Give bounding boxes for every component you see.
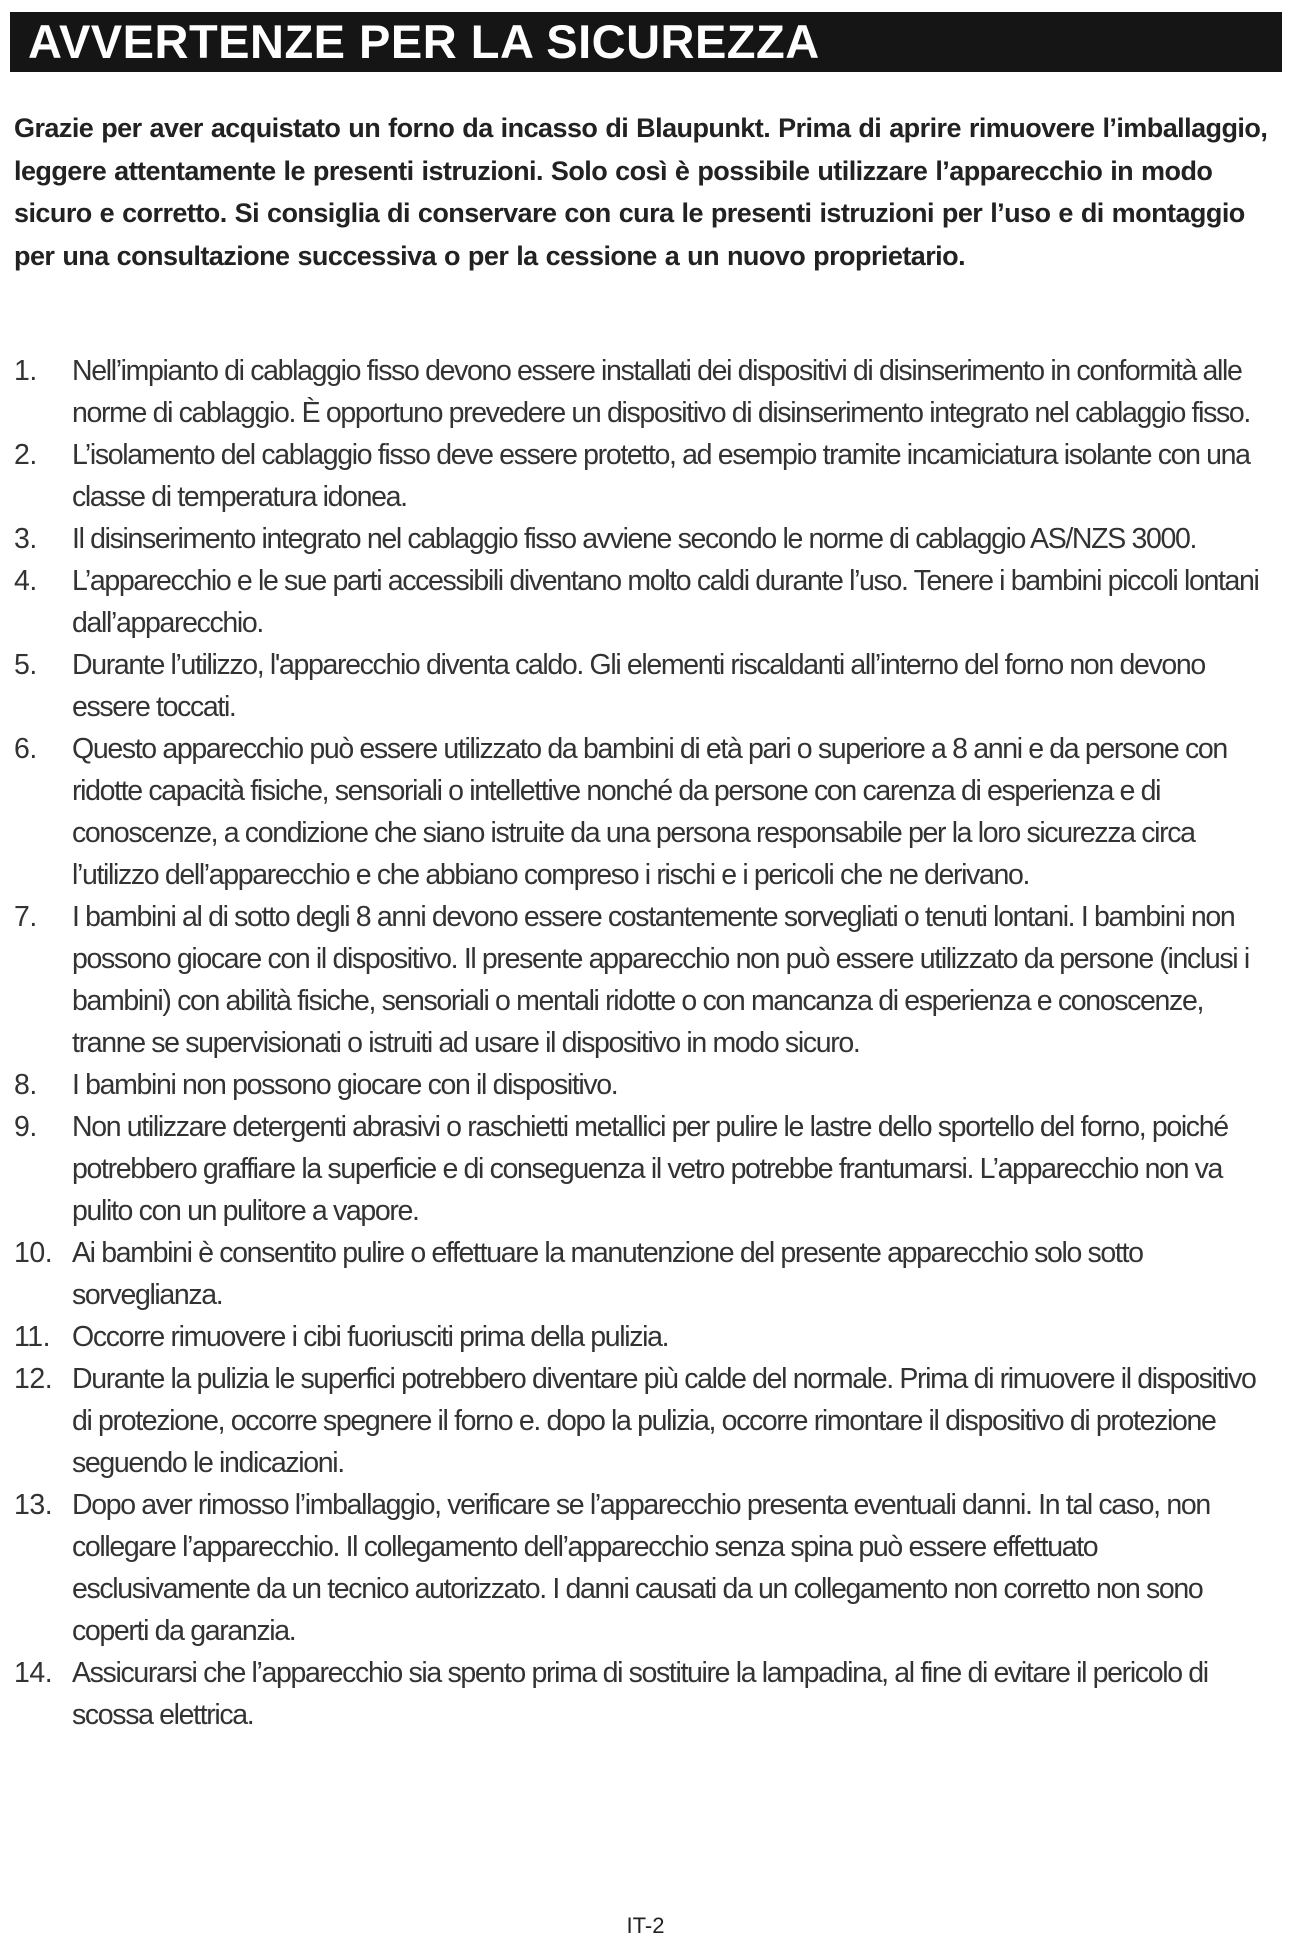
warning-number: 9. bbox=[14, 1111, 37, 1143]
warning-text: Nell’impianto di cablaggio fisso devono essere installati dei dispositivi di disinserimento in conformità alle norme di cablaggio. È opportuno prevedere un dispositivo di disinserimento integrato nel cablaggio fisso. bbox=[72, 355, 1250, 429]
warning-item-8 bbox=[14, 1064, 1276, 1106]
warning-text: Il disinserimento integrato nel cablaggio fisso avviene secondo le norme di cablaggio AS/NZS 3000. bbox=[72, 523, 1197, 555]
warning-text: Assicurarsi che l’apparecchio sia spento prima di sostituire la lampadina, al fine di evitare il pericolo di scossa elettrica. bbox=[72, 1657, 1208, 1731]
warning-text: L’isolamento del cablaggio fisso deve essere protetto, ad esempio tramite incamiciatura isolante con una classe di temperatura idonea. bbox=[72, 439, 1250, 513]
warning-item-3 bbox=[14, 518, 1276, 560]
warning-number: 5. bbox=[14, 649, 37, 681]
warning-text: Durante la pulizia le superfici potrebbero diventare più calde del normale. Prima di rimuovere il dispositivo di protezione, occorre spegnere il forno e. dopo la pulizia, occorre rimontare il dispositivo di protezione seguendo le indicazioni. bbox=[72, 1363, 1256, 1479]
warning-text: Durante l’utilizzo, l'apparecchio diventa caldo. Gli elementi riscaldanti all’interno del forno non devono essere toccati. bbox=[72, 649, 1205, 723]
warning-text: I bambini non possono giocare con il dispositivo. bbox=[72, 1069, 618, 1101]
warning-text: Non utilizzare detergenti abrasivi o raschietti metallici per pulire le lastre dello sportello del forno, poiché potrebbero graffiare la superficie e di conseguenza il vetro potrebbe frantumarsi. L’apparecchio non va pulito con un pulitore a vapore. bbox=[72, 1111, 1228, 1227]
warning-number: 10. bbox=[14, 1237, 53, 1269]
warning-item-11 bbox=[14, 1316, 1276, 1358]
warning-item-7 bbox=[14, 896, 1276, 1064]
warning-number: 8. bbox=[14, 1069, 37, 1101]
warning-item-1 bbox=[14, 350, 1276, 434]
page-title: AVVERTENZE PER LA SICUREZZA bbox=[28, 15, 820, 68]
warning-item-6 bbox=[14, 728, 1276, 896]
warning-number: 4. bbox=[14, 565, 37, 597]
warning-number: 6. bbox=[14, 733, 37, 765]
warning-number: 2. bbox=[14, 439, 37, 471]
warning-text: I bambini al di sotto degli 8 anni devono essere costantemente sorvegliati o tenuti lontani. I bambini non possono giocare con il dispositivo. Il presente apparecchio non può essere utilizzato da persone (inclusi i bambini) con abilità fisiche, sensoriali o mentali ridotte o con mancanza di esperienza e conoscenze, tranne se supervisionati o istruiti ad usare il dispositivo in modo sicuro. bbox=[72, 901, 1249, 1059]
warning-number: 11. bbox=[14, 1321, 51, 1353]
page-number: IT-2 bbox=[626, 1913, 665, 1938]
warning-number: 1. bbox=[14, 355, 37, 387]
warning-item-13 bbox=[14, 1484, 1276, 1652]
warning-text: Occorre rimuovere i cibi fuoriusciti prima della pulizia. bbox=[72, 1321, 669, 1353]
intro-paragraph: Grazie per aver acquistato un forno da incasso di Blaupunkt. Prima di aprire rimuovere l’imballaggio, leggere attentamente le presenti istruzioni. Solo così è possibile utilizzare l’apparecchio in modo sicuro e corretto. Si consiglia di conservare con cura le presenti istruzioni per l’uso e di montaggio per una consultazione successiva o per la cessione a un nuovo proprietario. bbox=[14, 113, 1268, 271]
warning-item-5 bbox=[14, 644, 1276, 728]
warning-text: Questo apparecchio può essere utilizzato da bambini di età pari o superiore a 8 anni e da persone con ridotte capacità fisiche, sensoriali o intellettive nonché da persone con carenza di esperienza e di conoscenze, a condizione che siano istruite da una persona responsabile per la loro sicurezza circa l’utilizzo dell’apparecchio e che abbiano compreso i rischi e i pericoli che ne derivano. bbox=[72, 733, 1227, 891]
warning-item-12 bbox=[14, 1358, 1276, 1484]
warning-text: L’apparecchio e le sue parti accessibili diventano molto caldi durante l’uso. Tenere i bambini piccoli lontani dall’apparecchio. bbox=[72, 565, 1259, 639]
warning-number: 13. bbox=[14, 1489, 53, 1521]
section-header-bar bbox=[10, 12, 1282, 72]
warning-number: 3. bbox=[14, 523, 37, 555]
warning-item-4 bbox=[14, 560, 1276, 644]
warning-number: 14. bbox=[14, 1657, 53, 1689]
safety-warnings-list bbox=[14, 350, 1276, 1736]
warning-item-9 bbox=[14, 1106, 1276, 1232]
warning-number: 12. bbox=[14, 1363, 53, 1395]
warning-item-14 bbox=[14, 1652, 1276, 1736]
warning-item-10 bbox=[14, 1232, 1276, 1316]
warning-text: Ai bambini è consentito pulire o effettuare la manutenzione del presente apparecchio solo sotto sorveglianza. bbox=[72, 1237, 1143, 1311]
warning-text: Dopo aver rimosso l’imballaggio, verificare se l’apparecchio presenta eventuali danni. In tal caso, non collegare l’apparecchio. Il collegamento dell’apparecchio senza spina può essere effettuato esclusivamente da un tecnico autorizzato. I danni causati da un collegamento non corretto non sono coperti da garanzia. bbox=[72, 1489, 1210, 1647]
warning-number: 7. bbox=[14, 901, 37, 933]
warning-item-2 bbox=[14, 434, 1276, 518]
